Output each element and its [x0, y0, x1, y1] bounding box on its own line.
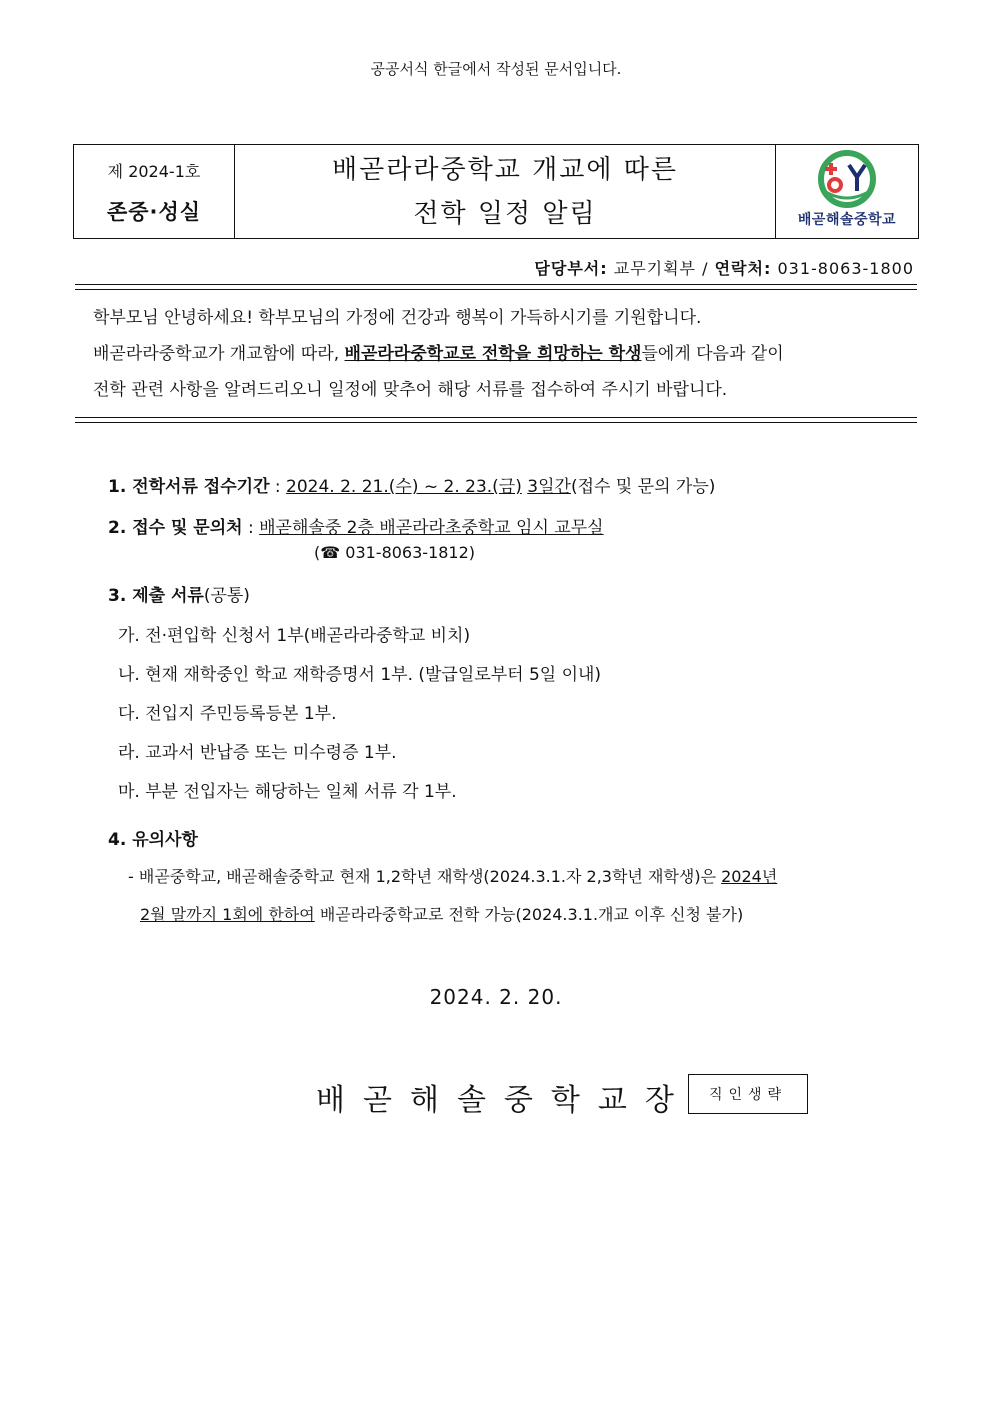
phone-label: 연락처:: [714, 259, 772, 278]
title-line-1: 배곧라라중학교 개교에 따른: [332, 154, 678, 185]
dept-value: 교무기획부: [613, 259, 697, 278]
doc-item: 다. 전입지 주민등록등본 1부.: [118, 704, 337, 724]
school-logo-icon: [813, 149, 881, 209]
school-motto: 존중·성실: [106, 200, 202, 224]
dept-label: 담당부서:: [534, 259, 608, 278]
item-2: 2. 접수 및 문의처 : 배곧해솔중 2층 배곧라라초중학교 임시 교무실: [108, 518, 604, 538]
greeting-line-2: 배곧라라중학교가 개교함에 따라, 배곧라라중학교로 전학을 희망하는 학생들에게 다음과 같이: [93, 344, 784, 364]
phone-value: 031-8063-1800: [777, 259, 914, 278]
item-2-phone: (☎ 031-8063-1812): [314, 543, 476, 562]
item-1-note: (접수 및 문의 가능): [570, 477, 716, 497]
greeting-line-1: 학부모님 안녕하세요! 학부모님의 가정에 건강과 행복이 가득하시기를 기원합니다.: [93, 308, 702, 328]
note-emphasis-1: 2024년: [721, 867, 778, 886]
principal-name: 배곧해솔중학교장: [316, 1083, 692, 1118]
greeting-line-3: 전학 관련 사항을 알려드리오니 일정에 맞추어 해당 서류를 접수하여 주시기 바랍니다.: [93, 380, 728, 400]
contact-line: [534, 256, 914, 279]
doc-item: 나. 현재 재학중인 학교 재학증명서 1부. (발급일로부터 5일 이내): [118, 665, 602, 685]
doc-item: 마. 부분 전입자는 해당하는 일체 서류 각 1부.: [118, 782, 457, 802]
item-1: 1. 전학서류 접수기간 : 2024. 2. 21.(수) ~ 2. 23.(금) 3일간(접수 및 문의 가능): [108, 477, 716, 497]
item-3: 3. 제출 서류(공통): [108, 586, 250, 606]
doc-item: 가. 전·편입학 신청서 1부(배곧라라중학교 비치): [118, 626, 471, 646]
item-4-label: 4. 유의사항: [108, 830, 198, 850]
note-line-2: 2월 말까지 1회에 한하여 배곧라라중학교로 전학 가능(2024.3.1.개교 이후 신청 불가): [140, 905, 744, 924]
header-logo-cell: [776, 145, 918, 238]
item-3-label: 3. 제출 서류: [108, 586, 204, 606]
document-header: [73, 144, 919, 239]
top-note: 공공서식 한글에서 작성된 문서입니다.: [370, 60, 622, 78]
item-1-label: 1. 전학서류 접수기간: [108, 477, 270, 497]
seal-omitted-box: 직인생략: [688, 1074, 808, 1114]
item-2-place: 배곧해솔중 2층 배곧라라초중학교 임시 교무실: [259, 518, 604, 538]
header-left-cell: [74, 145, 235, 238]
greeting-emphasis: 배곧라라중학교로 전학을 희망하는 학생: [344, 344, 642, 364]
item-1-date: 2024. 2. 21.(수) ~ 2. 23.(금): [286, 477, 522, 497]
item-1-days: 3일간: [527, 477, 571, 497]
item-2-label: 2. 접수 및 문의처: [108, 518, 243, 538]
item-4: [108, 825, 198, 850]
contact-separator: /: [702, 259, 709, 278]
document-number: 제 2024-1호: [107, 162, 201, 181]
divider-bottom: [75, 417, 917, 423]
note-line-1: - 배곧중학교, 배곧해솔중학교 현재 1,2학년 재학생(2024.3.1.자 2,3학년 재학생)은 2024년: [128, 867, 778, 886]
note-emphasis-2: 2월 말까지 1회에 한하여: [140, 905, 315, 924]
doc-item: 라. 교과서 반납증 또는 미수령증 1부.: [118, 743, 397, 763]
issue-date: 2024. 2. 20.: [429, 985, 563, 1009]
header-title-cell: [235, 145, 776, 238]
logo-school-name: 배곧해솔중학교: [797, 212, 897, 228]
title-line-2: 전학 일정 알림: [413, 198, 597, 229]
divider-top: [75, 284, 917, 290]
greeting-paragraph: [93, 300, 913, 408]
